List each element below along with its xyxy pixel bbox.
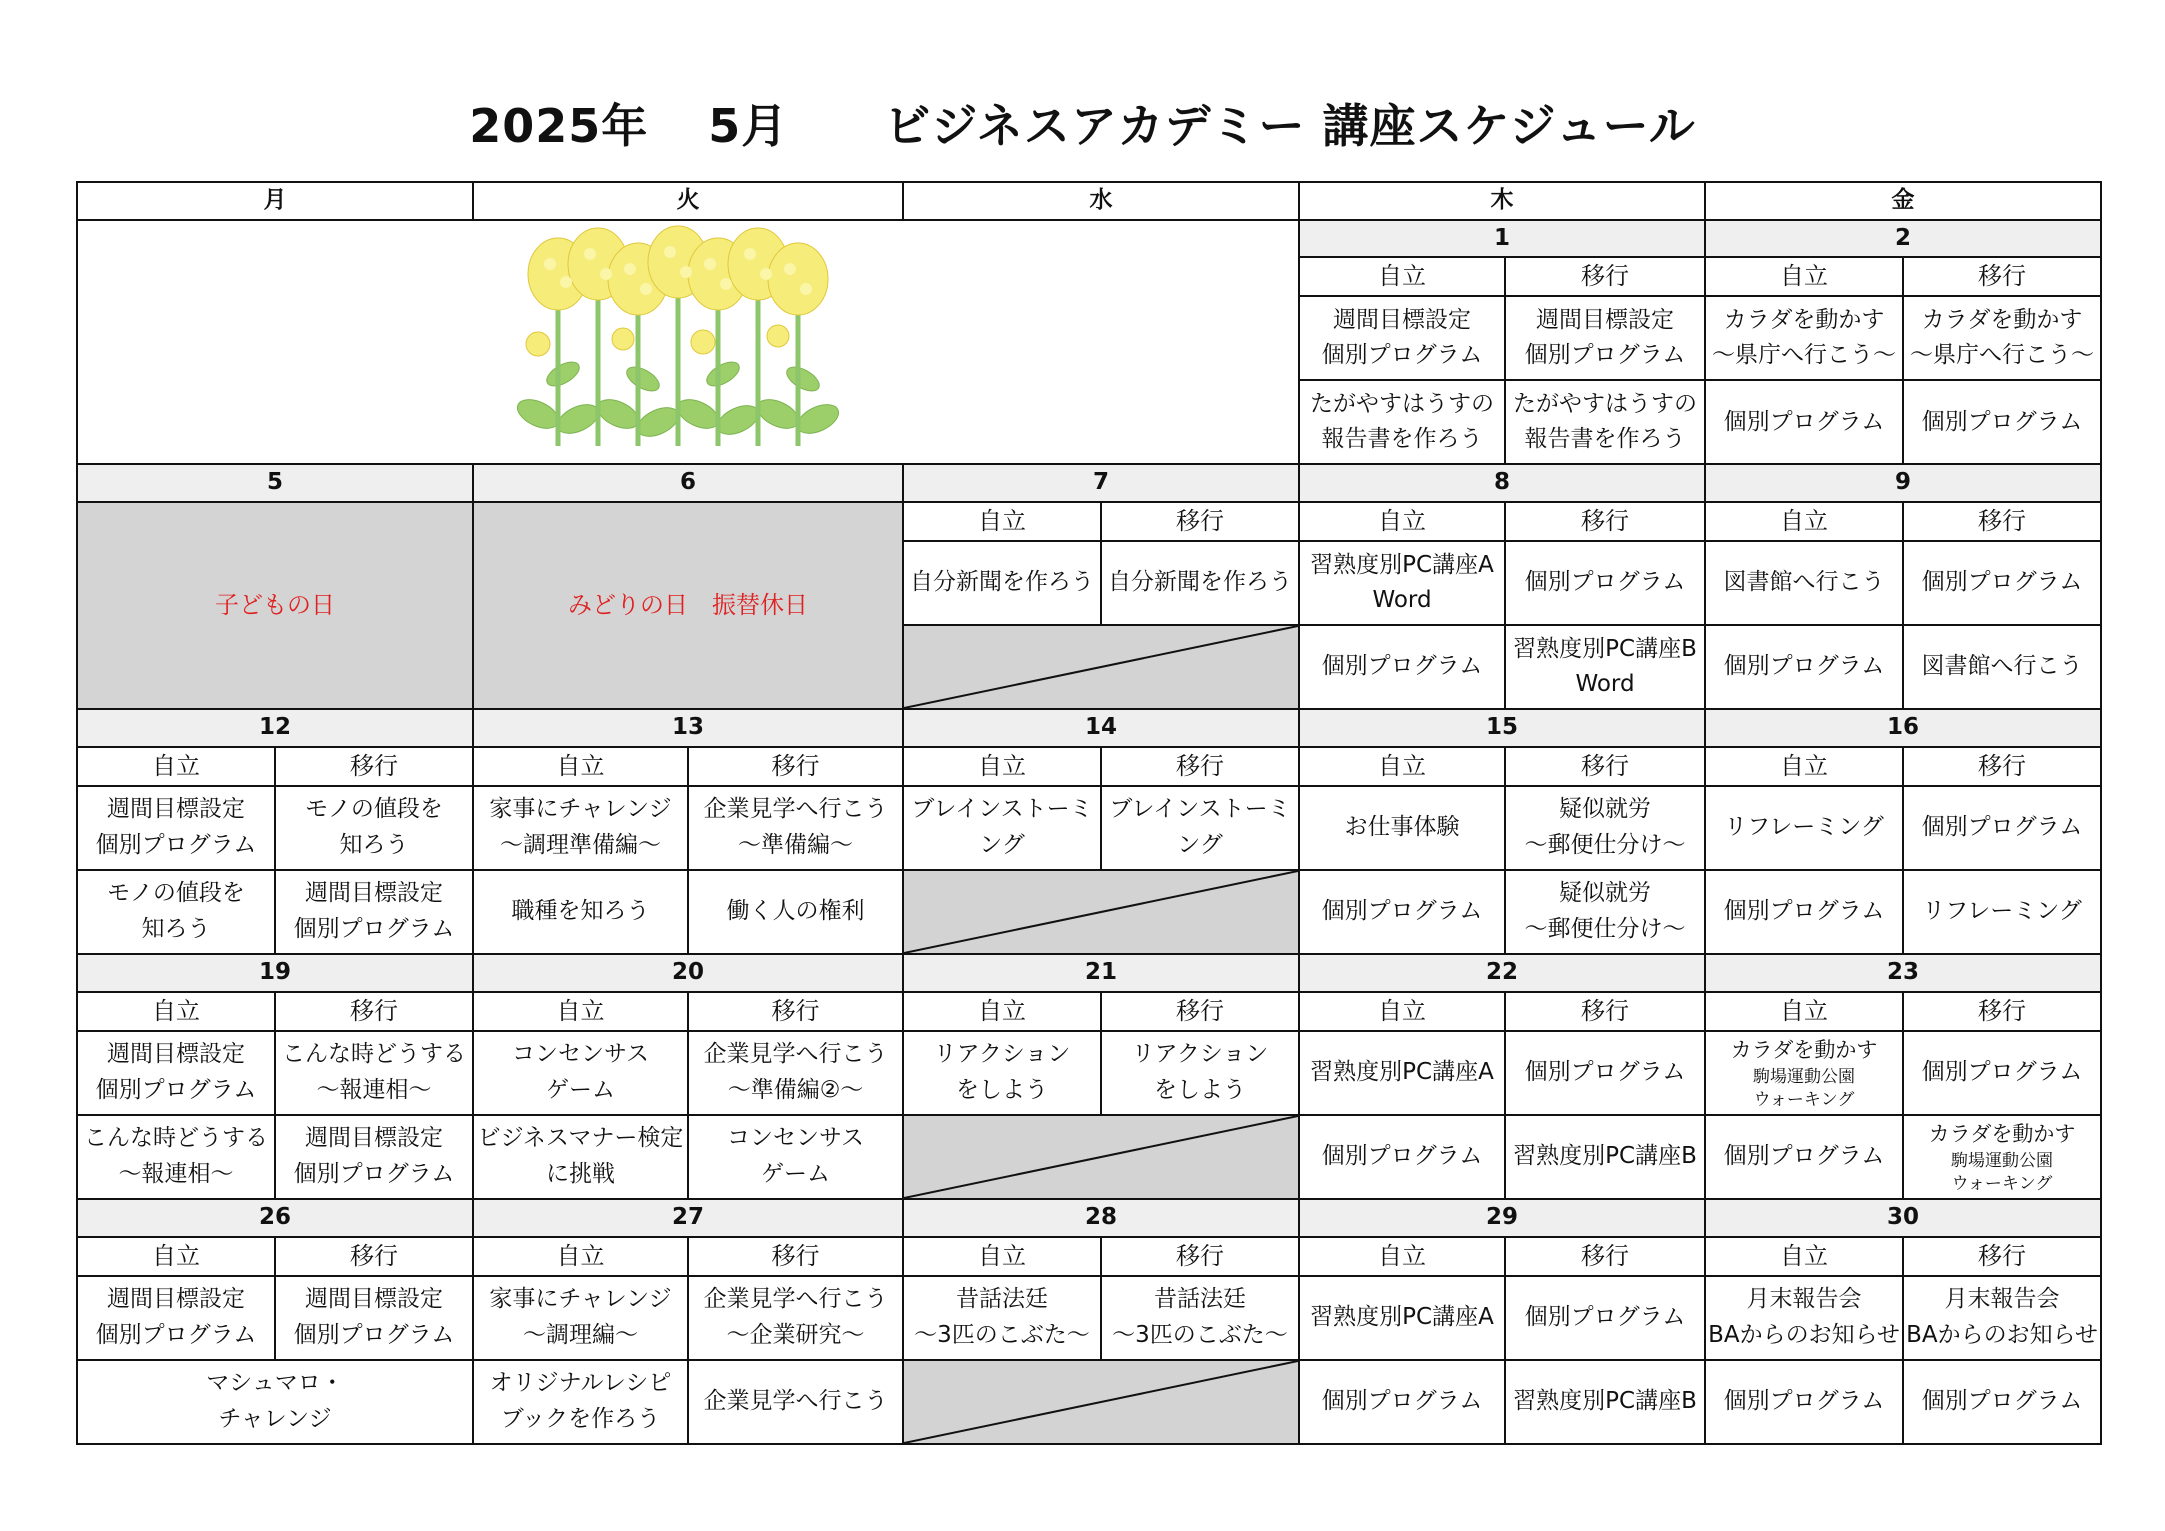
date-cell: 12 (77, 709, 473, 747)
date-row (77, 464, 2101, 502)
rapeseed-flowers-image (508, 224, 868, 449)
activity-cell: こんな時どうする ～報連相～ (77, 1115, 275, 1199)
activity-cell: たがやすはうすの 報告書を作ろう (1299, 380, 1505, 464)
activity-cell: 個別プログラム (1705, 1360, 1903, 1444)
activity-cell: 習熟度別PC講座B (1505, 1360, 1705, 1444)
activity-cell: 企業見学へ行こう ～準備編～ (688, 786, 903, 870)
weekday-fri: 金 (1705, 182, 2101, 220)
activity-cell: お仕事体験 (1299, 786, 1505, 870)
weekday-thu: 木 (1299, 182, 1705, 220)
date-cell: 22 (1299, 954, 1705, 992)
activity-cell: 図書館へ行こう (1705, 541, 1903, 625)
activity-cell: 個別プログラム (1299, 1115, 1505, 1199)
track-label-jiritsu: 自立 (1299, 1237, 1505, 1276)
date-cell: 2 (1705, 220, 2101, 258)
activity-cell: 疑似就労 ～郵便仕分け～ (1505, 786, 1705, 870)
activity-cell: オリジナルレシピ ブックを作ろう (473, 1360, 688, 1444)
track-label-jiritsu: 自立 (1705, 502, 1903, 541)
activity-cell: コンセンサス ゲーム (473, 1031, 688, 1115)
date-row (77, 1199, 2101, 1237)
track-label-jiritsu: 自立 (1299, 992, 1505, 1031)
date-cell: 7 (903, 464, 1299, 502)
activity-cell: 週間目標設定 個別プログラム (77, 1276, 275, 1360)
activity-row (77, 1031, 2101, 1115)
activity-cell: 家事にチャレンジ ～調理準備編～ (473, 786, 688, 870)
activity-cell: 習熟度別PC講座A (1299, 1276, 1505, 1360)
activity-cell: たがやすはうすの 報告書を作ろう (1505, 380, 1705, 464)
no-class-cell (903, 870, 1299, 954)
track-label-ikou: 移行 (1505, 992, 1705, 1031)
activity-cell: 週間目標設定 個別プログラム (275, 870, 473, 954)
activity-cell: リアクション をしよう (903, 1031, 1101, 1115)
activity-cell: こんな時どうする ～報連相～ (275, 1031, 473, 1115)
activity-row (77, 1276, 2101, 1360)
activity-cell: 個別プログラム (1505, 541, 1705, 625)
no-class-cell (903, 1360, 1299, 1444)
track-row (77, 747, 2101, 786)
activity-cell: 個別プログラム (1505, 1276, 1705, 1360)
date-cell: 23 (1705, 954, 2101, 992)
date-cell: 29 (1299, 1199, 1705, 1237)
activity-cell: 週間目標設定 個別プログラム (275, 1276, 473, 1360)
track-label-jiritsu: 自立 (77, 747, 275, 786)
activity-cell: 自分新聞を作ろう (1101, 541, 1299, 625)
track-label-jiritsu: 自立 (1299, 747, 1505, 786)
activity-cell: 個別プログラム (1705, 625, 1903, 709)
holiday-cell: みどりの日 振替休日 (473, 502, 903, 709)
activity-cell: 図書館へ行こう (1903, 625, 2101, 709)
activity-cell: 個別プログラム (1903, 1360, 2101, 1444)
weekday-header-row (77, 182, 2101, 220)
page-title (0, 90, 2165, 156)
track-label-jiritsu: 自立 (1299, 257, 1505, 296)
track-label-jiritsu: 自立 (473, 1237, 688, 1276)
activity-cell: 個別プログラム (1903, 786, 2101, 870)
date-cell: 5 (77, 464, 473, 502)
title-year: 2025年 (469, 99, 649, 153)
track-label-ikou: 移行 (688, 747, 903, 786)
title-name: ビジネスアカデミー 講座スケジュール (884, 99, 1696, 153)
track-label-ikou: 移行 (1101, 747, 1299, 786)
track-label-jiritsu: 自立 (77, 1237, 275, 1276)
track-label-jiritsu: 自立 (903, 502, 1101, 541)
track-label-ikou: 移行 (1505, 502, 1705, 541)
activity-cell: モノの値段を 知ろう (275, 786, 473, 870)
activity-row (77, 870, 2101, 954)
track-label-ikou: 移行 (688, 992, 903, 1031)
date-cell: 9 (1705, 464, 2101, 502)
activity-cell: 職種を知ろう (473, 870, 688, 954)
track-label-ikou: 移行 (1101, 1237, 1299, 1276)
activity-cell: 個別プログラム (1505, 1031, 1705, 1115)
activity-cell: 昔話法廷 ～3匹のこぶた～ (1101, 1276, 1299, 1360)
track-label-jiritsu: 自立 (1299, 502, 1505, 541)
weekday-wed: 水 (903, 182, 1299, 220)
track-label-ikou: 移行 (688, 1237, 903, 1276)
track-label-jiritsu: 自立 (903, 1237, 1101, 1276)
activity-cell: 個別プログラム (1705, 870, 1903, 954)
activity-cell: 習熟度別PC講座A Word (1299, 541, 1505, 625)
track-label-jiritsu: 自立 (473, 992, 688, 1031)
track-label-jiritsu: 自立 (1705, 992, 1903, 1031)
date-cell: 1 (1299, 220, 1705, 258)
activity-cell: ブレインストーミ ング (903, 786, 1101, 870)
diagonal-line-icon (904, 871, 1298, 953)
date-cell: 6 (473, 464, 903, 502)
activity-row (77, 786, 2101, 870)
track-label-ikou: 移行 (1101, 992, 1299, 1031)
diagonal-line-icon (904, 626, 1298, 708)
date-cell: 8 (1299, 464, 1705, 502)
track-label-ikou: 移行 (1903, 992, 2101, 1031)
track-label-jiritsu: 自立 (77, 992, 275, 1031)
holiday-cell: 子どもの日 (77, 502, 473, 709)
activity-cell: ビジネスマナー検定 に挑戦 (473, 1115, 688, 1199)
activity-cell: 月末報告会 BAからのお知らせ (1705, 1276, 1903, 1360)
no-class-cell (903, 1115, 1299, 1199)
diagonal-line-icon (904, 1116, 1298, 1198)
weekday-mon: 月 (77, 182, 473, 220)
activity-cell: コンセンサス ゲーム (688, 1115, 903, 1199)
activity-cell: 習熟度別PC講座B Word (1505, 625, 1705, 709)
date-row (77, 709, 2101, 747)
track-label-ikou: 移行 (275, 1237, 473, 1276)
date-cell: 19 (77, 954, 473, 992)
date-cell: 27 (473, 1199, 903, 1237)
activity-cell: リフレーミング (1903, 870, 2101, 954)
track-label-ikou: 移行 (1903, 257, 2101, 296)
activity-cell: 習熟度別PC講座A (1299, 1031, 1505, 1115)
activity-cell: マシュマロ・ チャレンジ (77, 1360, 473, 1444)
date-cell: 26 (77, 1199, 473, 1237)
track-label-ikou: 移行 (1903, 747, 2101, 786)
track-label-ikou: 移行 (275, 992, 473, 1031)
track-label-ikou: 移行 (1505, 1237, 1705, 1276)
activity-cell: 昔話法廷 ～3匹のこぶた～ (903, 1276, 1101, 1360)
no-class-cell (903, 625, 1299, 709)
activity-cell: 週間目標設定 個別プログラム (77, 786, 275, 870)
date-row (77, 954, 2101, 992)
date-cell: 15 (1299, 709, 1705, 747)
activity-cell: 個別プログラム (1299, 625, 1505, 709)
activity-row (77, 1115, 2101, 1199)
activity-cell: 企業見学へ行こう ～準備編②～ (688, 1031, 903, 1115)
activity-cell: 習熟度別PC講座B (1505, 1115, 1705, 1199)
track-row (77, 1237, 2101, 1276)
track-label-jiritsu: 自立 (1705, 747, 1903, 786)
weekday-tue: 火 (473, 182, 903, 220)
track-label-jiritsu: 自立 (903, 747, 1101, 786)
date-cell: 14 (903, 709, 1299, 747)
activity-cell: カラダを動かす 駒場運動公園 ウォーキング (1903, 1115, 2101, 1199)
activity-row (77, 1360, 2101, 1444)
date-cell: 28 (903, 1199, 1299, 1237)
activity-cell: モノの値段を 知ろう (77, 870, 275, 954)
track-label-ikou: 移行 (1505, 257, 1705, 296)
track-row (77, 992, 2101, 1031)
activity-cell: 個別プログラム (1299, 870, 1505, 954)
date-cell: 13 (473, 709, 903, 747)
activity-cell: 週間目標設定 個別プログラム (77, 1031, 275, 1115)
activity-cell: 月末報告会 BAからのお知らせ (1903, 1276, 2101, 1360)
activity-cell: ブレインストーミ ング (1101, 786, 1299, 870)
activity-cell: 個別プログラム (1299, 1360, 1505, 1444)
track-label-jiritsu: 自立 (1705, 1237, 1903, 1276)
activity-cell: 個別プログラム (1903, 541, 2101, 625)
activity-cell: カラダを動かす 駒場運動公園 ウォーキング (1705, 1031, 1903, 1115)
activity-cell: カラダを動かす ～県庁へ行こう～ (1705, 296, 1903, 380)
date-cell: 16 (1705, 709, 2101, 747)
date-cell: 20 (473, 954, 903, 992)
title-month: 5月 (708, 99, 789, 153)
activity-cell: 家事にチャレンジ ～調理編～ (473, 1276, 688, 1360)
rapeseed-illustration (77, 220, 1299, 465)
track-label-jiritsu: 自立 (473, 747, 688, 786)
activity-cell: 企業見学へ行こう (688, 1360, 903, 1444)
track-label-ikou: 移行 (1101, 502, 1299, 541)
activity-cell: 週間目標設定 個別プログラム (275, 1115, 473, 1199)
track-label-ikou: 移行 (1903, 502, 2101, 541)
track-label-jiritsu: 自立 (1705, 257, 1903, 296)
activity-cell: 個別プログラム (1903, 1031, 2101, 1115)
activity-cell: 個別プログラム (1903, 380, 2101, 464)
diagonal-line-icon (904, 1361, 1298, 1443)
activity-cell: 働く人の権利 (688, 870, 903, 954)
activity-cell: 企業見学へ行こう ～企業研究～ (688, 1276, 903, 1360)
schedule-table (76, 181, 2102, 1445)
date-cell: 21 (903, 954, 1299, 992)
date-cell: 30 (1705, 1199, 2101, 1237)
date-row (77, 220, 2101, 258)
activity-cell: リアクション をしよう (1101, 1031, 1299, 1115)
activity-cell: カラダを動かす ～県庁へ行こう～ (1903, 296, 2101, 380)
track-label-ikou: 移行 (275, 747, 473, 786)
activity-cell: 個別プログラム (1705, 380, 1903, 464)
activity-cell: 疑似就労 ～郵便仕分け～ (1505, 870, 1705, 954)
track-row (77, 502, 2101, 541)
track-label-ikou: 移行 (1505, 747, 1705, 786)
activity-cell: 週間目標設定 個別プログラム (1505, 296, 1705, 380)
track-label-ikou: 移行 (1903, 1237, 2101, 1276)
activity-cell: 週間目標設定 個別プログラム (1299, 296, 1505, 380)
activity-cell: 個別プログラム (1705, 1115, 1903, 1199)
activity-cell: リフレーミング (1705, 786, 1903, 870)
activity-cell: 自分新聞を作ろう (903, 541, 1101, 625)
track-label-jiritsu: 自立 (903, 992, 1101, 1031)
